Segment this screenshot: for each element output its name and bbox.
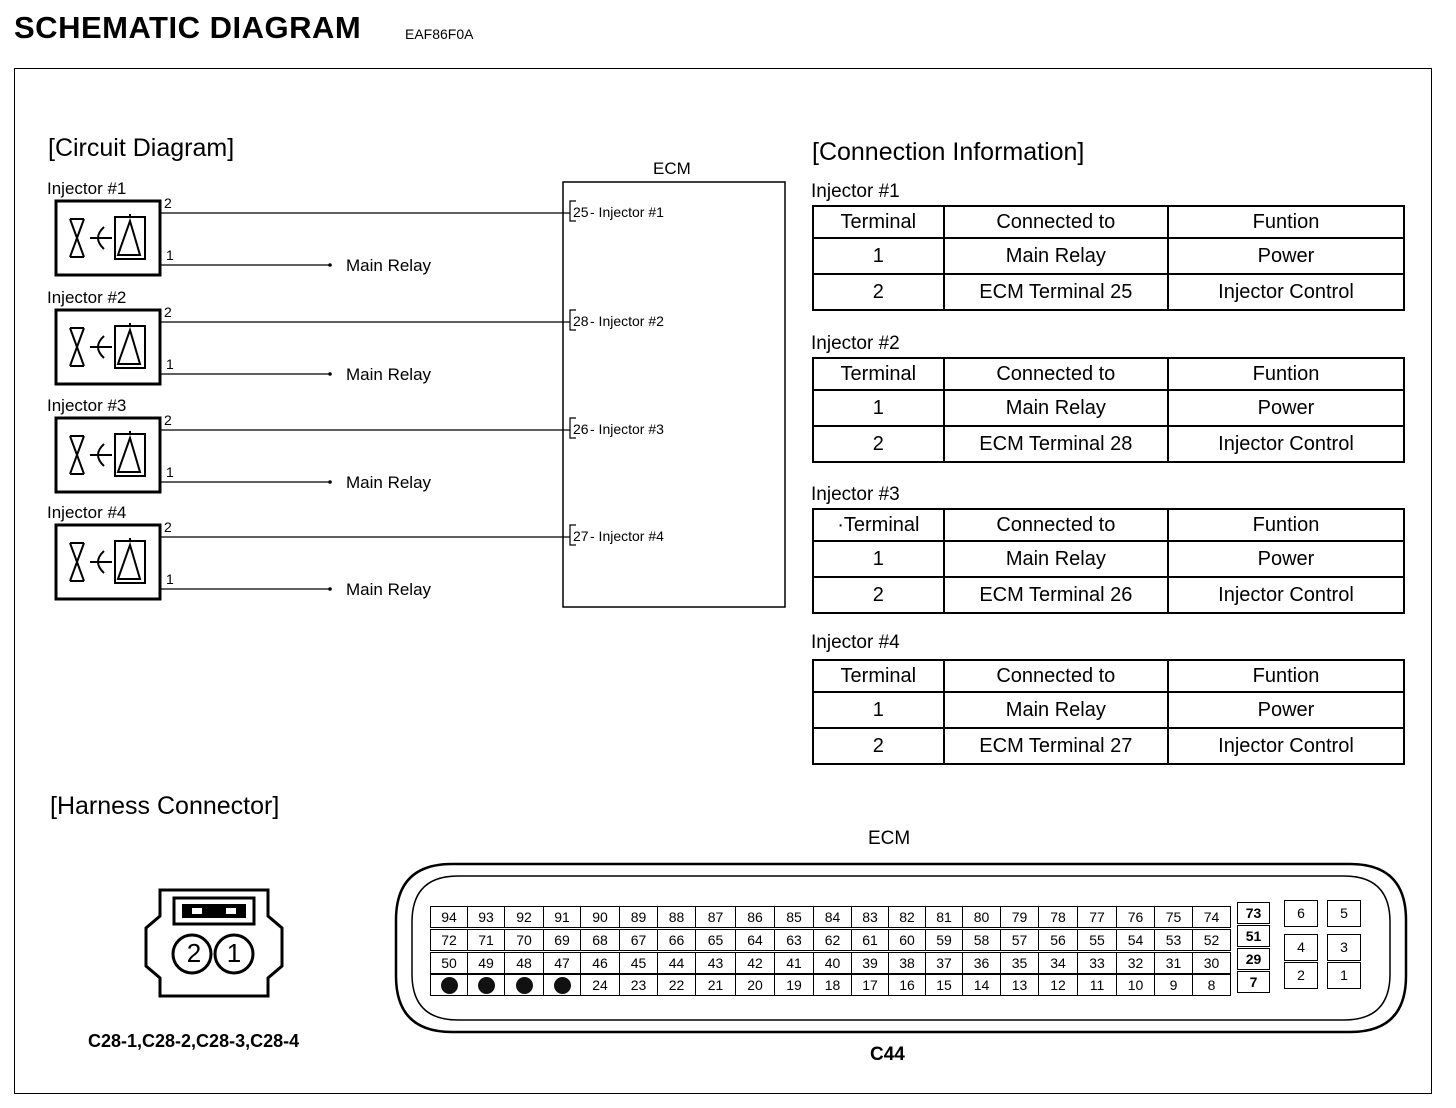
ecm-pin-side: 51 [1237, 925, 1270, 947]
ecm-pin: 94 [430, 906, 468, 928]
table-header: Funtion [1168, 206, 1404, 238]
ecm-pin: 82 [888, 906, 926, 928]
injector-1-symbol [56, 201, 576, 275]
table-header: Funtion [1168, 660, 1404, 692]
table-cell: Main Relay [944, 390, 1168, 426]
connector-pin-1: 1 [226, 938, 242, 968]
harness-connector-heading: [Harness Connector] [50, 792, 280, 820]
ecm-pin-filled [543, 974, 581, 996]
ecm-pin: 92 [504, 906, 544, 928]
ecm-pin-power: 1 [1327, 962, 1361, 989]
ecm-pin: 56 [1038, 929, 1078, 951]
ecm-pin-side: 7 [1237, 971, 1270, 993]
injector-4-main-relay-label: Main Relay [346, 580, 432, 599]
injector-1-pin-1: 1 [166, 247, 174, 263]
ecm-pin-1-label: - Injector #1 [590, 204, 664, 220]
connection-table-2 [812, 357, 1405, 463]
ecm-pin: 45 [619, 952, 658, 974]
connection-table-4-title: Injector #4 [811, 632, 900, 653]
table-header: Connected to [944, 206, 1168, 238]
ecm-label: ECM [653, 159, 691, 178]
ecm-pin-4-label: - Injector #4 [590, 528, 664, 544]
ecm-pin: 49 [467, 952, 505, 974]
ecm-pin-3-label: - Injector #3 [590, 421, 664, 437]
table-row [813, 577, 1404, 613]
filled-pin-dot [554, 977, 571, 994]
ecm-pin: 24 [580, 974, 620, 996]
ecm-pin: 40 [813, 952, 852, 974]
table-cell: Power [1168, 541, 1404, 577]
ecm-pin: 67 [619, 929, 658, 951]
table-cell: Injector Control [1168, 728, 1404, 764]
ecm-pin: 8 [1192, 974, 1231, 996]
table-cell: Main Relay [944, 692, 1168, 728]
injector-1-label: Injector #1 [47, 179, 127, 198]
ecm-pin: 81 [925, 906, 963, 928]
table-cell: 2 [813, 426, 944, 462]
ecm-pin: 77 [1077, 906, 1117, 928]
ecm-pin: 62 [813, 929, 852, 951]
circuit-diagram-heading: [Circuit Diagram] [48, 134, 235, 162]
table-cell: ECM Terminal 27 [944, 728, 1168, 764]
ecm-pin: 93 [467, 906, 505, 928]
ecm-pin: 16 [888, 974, 926, 996]
ecm-pin: 35 [1000, 952, 1039, 974]
table-row [813, 390, 1404, 426]
ecm-pin: 22 [657, 974, 696, 996]
ecm-pin-3-number: 26 [573, 421, 589, 437]
connector-pin-2: 2 [186, 938, 202, 968]
ecm-pin: 38 [888, 952, 926, 974]
ecm-pin: 21 [695, 974, 736, 996]
ecm-pin: 52 [1192, 929, 1231, 951]
filled-pin-dot [441, 977, 458, 994]
injector-3-pin-1: 1 [166, 464, 174, 480]
ecm-pin: 66 [657, 929, 696, 951]
ecm-pin: 53 [1154, 929, 1193, 951]
ecm-pin: 90 [580, 906, 620, 928]
filled-pin-dot [516, 977, 533, 994]
ecm-pin: 87 [695, 906, 736, 928]
ecm-pin: 70 [504, 929, 544, 951]
ecm-pin: 69 [543, 929, 581, 951]
ecm-pin: 18 [813, 974, 852, 996]
table-cell: 2 [813, 577, 944, 613]
table-cell: Power [1168, 238, 1404, 274]
table-cell: 1 [813, 692, 944, 728]
injector-4-label: Injector #4 [47, 503, 127, 522]
ecm-pin: 20 [735, 974, 775, 996]
table-header: Terminal [813, 358, 944, 390]
ecm-pin: 34 [1038, 952, 1078, 974]
injector-1-main-relay-label: Main Relay [346, 256, 432, 275]
ecm-pin: 63 [774, 929, 814, 951]
ecm-pin-side: 73 [1237, 902, 1270, 924]
document-code: EAF86F0A [405, 26, 474, 42]
table-header: Connected to [944, 509, 1168, 541]
injector-3-pin-2: 2 [164, 412, 172, 428]
ecm-pin: 31 [1154, 952, 1193, 974]
ecm-pin: 64 [735, 929, 775, 951]
table-header: Connected to [944, 358, 1168, 390]
ecm-pin: 13 [1000, 974, 1039, 996]
ecm-pin: 50 [430, 952, 468, 974]
table-cell: ECM Terminal 26 [944, 577, 1168, 613]
ecm-pin-power: 5 [1327, 900, 1361, 927]
ecm-pin: 44 [657, 952, 696, 974]
table-row [813, 274, 1404, 310]
ecm-pin: 48 [504, 952, 544, 974]
table-cell: 1 [813, 390, 944, 426]
ecm-connector-caption: C44 [870, 1044, 905, 1065]
ecm-pin: 54 [1116, 929, 1155, 951]
injector-4-pin-2: 2 [164, 519, 172, 535]
table-cell: ECM Terminal 25 [944, 274, 1168, 310]
table-cell: 2 [813, 728, 944, 764]
table-cell: Main Relay [944, 238, 1168, 274]
table-cell: Main Relay [944, 541, 1168, 577]
ecm-pin-power: 4 [1284, 934, 1318, 961]
injector-2-pin-2: 2 [164, 304, 172, 320]
ecm-connector-label: ECM [868, 828, 911, 849]
ecm-pin: 15 [925, 974, 963, 996]
connection-table-1-title: Injector #1 [811, 181, 900, 202]
injector-connector-drawing [140, 886, 288, 1002]
ecm-pin: 30 [1192, 952, 1231, 974]
injector-1-pin-2: 2 [164, 195, 172, 211]
table-header: Terminal [813, 206, 944, 238]
ecm-pin: 59 [925, 929, 963, 951]
connection-table-3-title: Injector #3 [811, 484, 900, 505]
ecm-pin: 84 [813, 906, 852, 928]
ecm-pin: 41 [774, 952, 814, 974]
injector-2-main-relay-label: Main Relay [346, 365, 432, 384]
table-cell: Power [1168, 692, 1404, 728]
ecm-pin: 12 [1038, 974, 1078, 996]
connection-table-3 [812, 508, 1405, 614]
ecm-pin: 91 [543, 906, 581, 928]
ecm-pin: 76 [1116, 906, 1155, 928]
ecm-pin: 23 [619, 974, 658, 996]
ecm-pin: 33 [1077, 952, 1117, 974]
injector-2-label: Injector #2 [47, 288, 127, 307]
table-cell: Injector Control [1168, 274, 1404, 310]
table-cell: 2 [813, 274, 944, 310]
ecm-pin-4-number: 27 [573, 528, 589, 544]
table-cell: 1 [813, 541, 944, 577]
table-header: Connected to [944, 660, 1168, 692]
filled-pin-dot [478, 977, 495, 994]
ecm-pin: 11 [1077, 974, 1117, 996]
ecm-pin: 78 [1038, 906, 1078, 928]
table-row [813, 541, 1404, 577]
ecm-pin-power: 6 [1284, 900, 1318, 927]
table-cell: ECM Terminal 28 [944, 426, 1168, 462]
injector-3-main-relay-label: Main Relay [346, 473, 432, 492]
table-cell: Injector Control [1168, 577, 1404, 613]
table-row [813, 728, 1404, 764]
ecm-pin: 85 [774, 906, 814, 928]
ecm-pin: 60 [888, 929, 926, 951]
table-header: ·Terminal [813, 509, 944, 541]
ecm-pin: 75 [1154, 906, 1193, 928]
connection-table-4 [812, 659, 1405, 765]
ecm-pin-filled [504, 974, 544, 996]
ecm-pin: 55 [1077, 929, 1117, 951]
ecm-pin: 58 [962, 929, 1001, 951]
table-cell: Power [1168, 390, 1404, 426]
injector-2-symbol [56, 310, 576, 384]
ecm-pin-filled [430, 974, 468, 996]
injector-3-label: Injector #3 [47, 396, 127, 415]
injector-4-symbol [56, 525, 576, 599]
ecm-pin-2-label: - Injector #2 [590, 313, 664, 329]
table-header: Funtion [1168, 358, 1404, 390]
ecm-pin: 14 [962, 974, 1001, 996]
ecm-pin: 74 [1192, 906, 1231, 928]
table-row [813, 426, 1404, 462]
table-row [813, 692, 1404, 728]
ecm-pin-2-number: 28 [573, 313, 589, 329]
ecm-pin: 37 [925, 952, 963, 974]
ecm-pin-power: 3 [1327, 934, 1361, 961]
table-header: Funtion [1168, 509, 1404, 541]
ecm-pin: 80 [962, 906, 1001, 928]
ecm-pin: 10 [1116, 974, 1155, 996]
ecm-pin: 19 [774, 974, 814, 996]
table-row [813, 238, 1404, 274]
ecm-pin: 17 [851, 974, 889, 996]
ecm-pin: 86 [735, 906, 775, 928]
ecm-pin: 65 [695, 929, 736, 951]
ecm-pin: 79 [1000, 906, 1039, 928]
ecm-pin: 57 [1000, 929, 1039, 951]
ecm-pin-power: 2 [1284, 962, 1318, 989]
table-cell: Injector Control [1168, 426, 1404, 462]
ecm-pin: 9 [1154, 974, 1193, 996]
injector-3-symbol [56, 418, 576, 492]
ecm-pin: 32 [1116, 952, 1155, 974]
ecm-pin-1-number: 25 [573, 204, 589, 220]
connection-info-heading: [Connection Information] [812, 138, 1085, 166]
injector-4-pin-1: 1 [166, 571, 174, 587]
ecm-pin: 47 [543, 952, 581, 974]
ecm-pin: 61 [851, 929, 889, 951]
ecm-pin: 88 [657, 906, 696, 928]
connection-table-2-title: Injector #2 [811, 333, 900, 354]
ecm-pin: 83 [851, 906, 889, 928]
ecm-pin: 36 [962, 952, 1001, 974]
ecm-pin-filled [467, 974, 505, 996]
ecm-pin-side: 29 [1237, 948, 1270, 970]
injector-2-pin-1: 1 [166, 356, 174, 372]
ecm-pin: 72 [430, 929, 468, 951]
table-cell: 1 [813, 238, 944, 274]
ecm-pin: 89 [619, 906, 658, 928]
ecm-pin: 43 [695, 952, 736, 974]
ecm-pin: 46 [580, 952, 620, 974]
table-header: Terminal [813, 660, 944, 692]
ecm-pin: 42 [735, 952, 775, 974]
ecm-pin: 68 [580, 929, 620, 951]
connection-table-1 [812, 205, 1405, 311]
page-title: SCHEMATIC DIAGRAM [14, 10, 362, 45]
injector-connector-caption: C28-1,C28-2,C28-3,C28-4 [88, 1031, 300, 1051]
ecm-pin: 71 [467, 929, 505, 951]
ecm-pin: 39 [851, 952, 889, 974]
